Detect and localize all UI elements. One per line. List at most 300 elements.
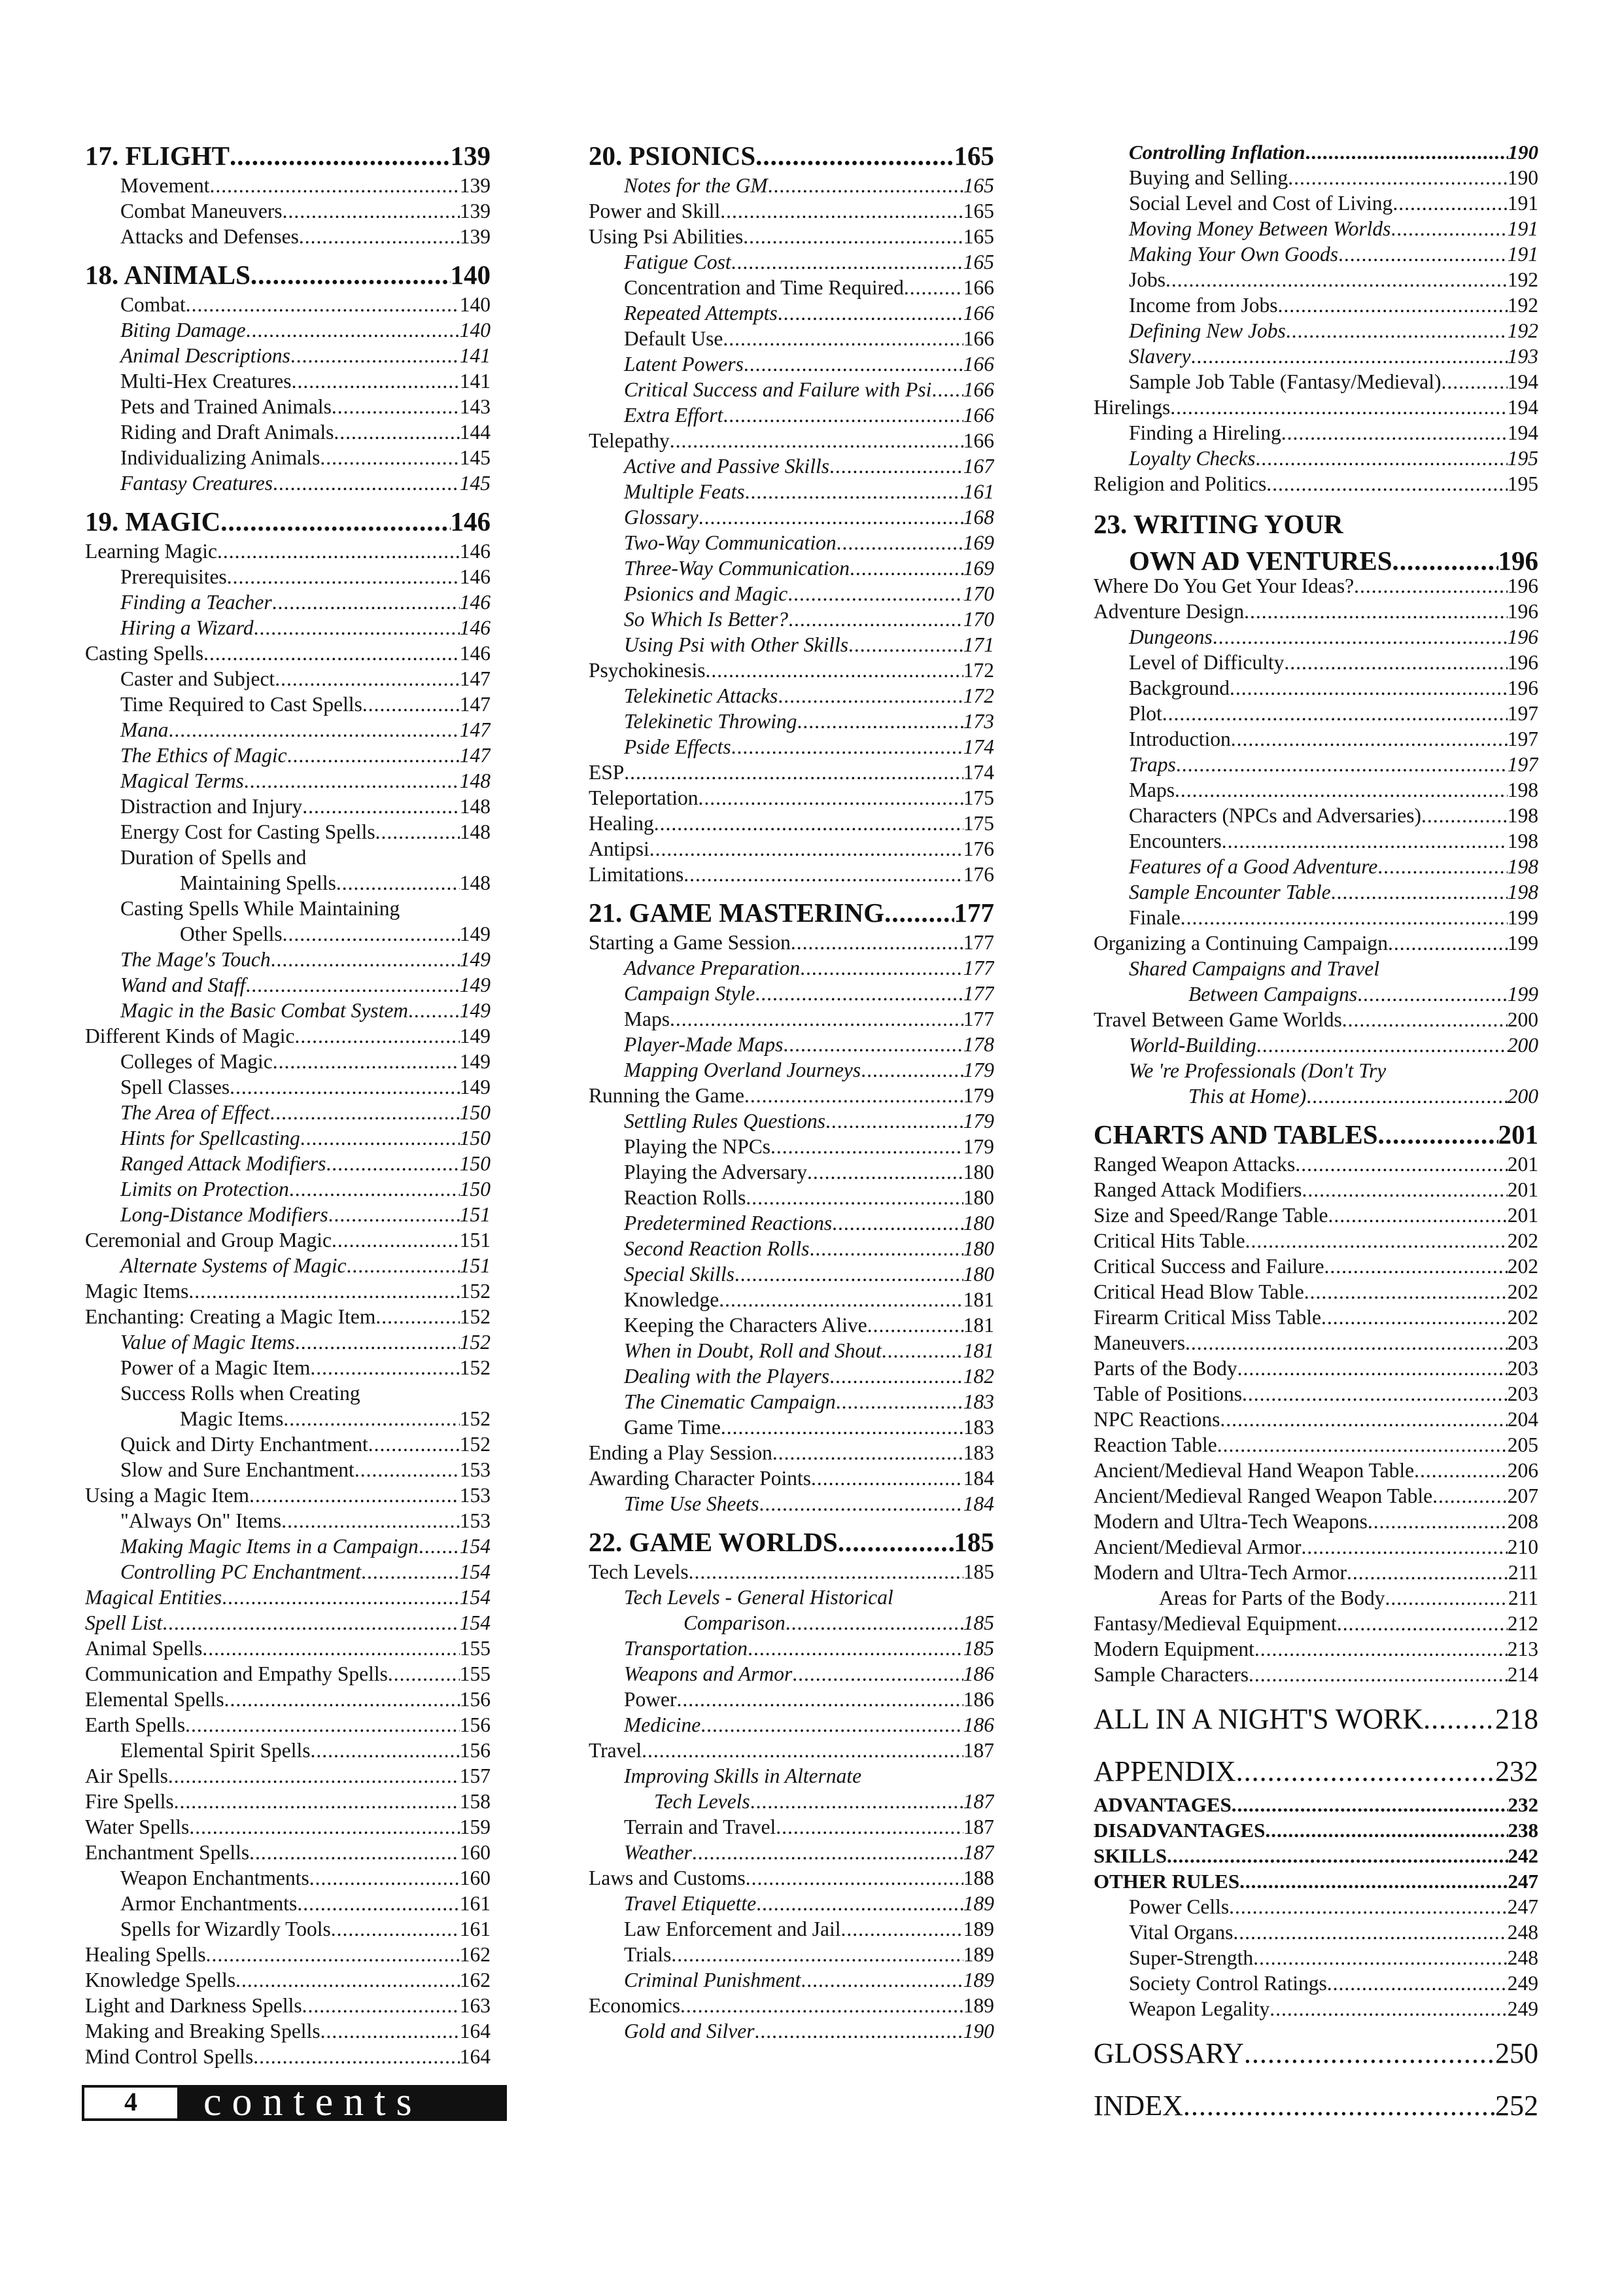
dot-leader bbox=[1166, 267, 1508, 292]
dot-leader bbox=[235, 1967, 460, 1993]
toc-column-2 bbox=[589, 139, 994, 2044]
toc-entry-title: Hirelings bbox=[1094, 396, 1171, 419]
toc-page-number: 189 bbox=[963, 1943, 994, 1966]
toc-entry-title: Knowledge Spells bbox=[85, 1969, 236, 1991]
toc-entry bbox=[589, 606, 994, 632]
toc-entry bbox=[85, 1278, 491, 1304]
toc-page-number: 207 bbox=[1507, 1484, 1538, 1507]
dot-leader bbox=[1220, 1407, 1507, 1432]
toc-entry-title: Telekinetic Attacks bbox=[624, 684, 778, 707]
toc-entry-title: Fatigue Cost bbox=[624, 251, 731, 273]
dot-leader bbox=[1213, 624, 1508, 650]
toc-entry bbox=[589, 955, 994, 981]
toc-entry-title: Dealing with the Players bbox=[624, 1365, 830, 1388]
dot-leader bbox=[302, 1993, 460, 2018]
toc-page-number: 150 bbox=[459, 1152, 491, 1175]
toc-page-number: 201 bbox=[1498, 1119, 1538, 1149]
toc-page-number: 196 bbox=[1507, 651, 1538, 674]
toc-page-number: 163 bbox=[459, 1994, 491, 2017]
toc-entry-title: Introduction bbox=[1129, 727, 1231, 750]
toc-page-number: 160 bbox=[459, 1841, 491, 1864]
toc-page-number: 212 bbox=[1507, 1612, 1538, 1635]
toc-entry-title: Knowledge bbox=[624, 1288, 719, 1311]
dot-leader bbox=[809, 1236, 963, 1261]
toc-entry bbox=[1094, 650, 1538, 675]
dot-leader bbox=[320, 445, 459, 470]
dot-leader bbox=[1432, 1483, 1508, 1509]
toc-entry-title: APPENDIX bbox=[1094, 1755, 1236, 1787]
toc-entry-title: Weapon Enchantments bbox=[120, 1866, 309, 1889]
toc-entry-title: Where Do You Get Your Ideas? bbox=[1094, 574, 1355, 597]
toc-page-number: 139 bbox=[459, 225, 491, 248]
dot-leader bbox=[829, 1363, 963, 1389]
toc-entry bbox=[85, 1840, 491, 1865]
dot-leader bbox=[162, 1610, 460, 1636]
toc-entry-title: Power and Skill bbox=[589, 200, 721, 222]
toc-entry bbox=[85, 666, 491, 692]
toc-entry bbox=[85, 589, 491, 615]
toc-entry bbox=[1094, 1330, 1538, 1356]
toc-entry-title: DISADVANTAGES bbox=[1094, 1819, 1266, 1842]
toc-entry bbox=[85, 921, 491, 947]
toc-entry bbox=[85, 2044, 491, 2069]
toc-entry bbox=[85, 1661, 491, 1687]
toc-entry bbox=[85, 1023, 491, 1049]
dot-leader bbox=[677, 1687, 963, 1712]
toc-entry bbox=[1094, 1083, 1538, 1109]
dot-leader bbox=[1185, 1330, 1508, 1356]
toc-page-number: 191 bbox=[1507, 217, 1538, 240]
toc-page-number: 171 bbox=[963, 633, 994, 656]
toc-page-number: 180 bbox=[963, 1212, 994, 1235]
toc-entry bbox=[589, 862, 994, 887]
toc-page-number: 203 bbox=[1507, 1357, 1538, 1380]
toc-entry bbox=[589, 1414, 994, 1440]
dot-leader bbox=[217, 538, 460, 564]
toc-entry bbox=[85, 615, 491, 640]
toc-entry bbox=[85, 1559, 491, 1585]
toc-entry bbox=[85, 692, 491, 717]
dot-leader bbox=[1295, 1151, 1507, 1177]
toc-page-number: 190 bbox=[963, 2020, 994, 2042]
dot-leader bbox=[283, 198, 460, 224]
dot-leader bbox=[746, 1185, 963, 1210]
toc-entry bbox=[85, 1074, 491, 1100]
toc-page-number: 170 bbox=[963, 608, 994, 631]
toc-entry-title: Slow and Sure Enchantment bbox=[120, 1458, 354, 1481]
toc-entry-title: Modern Equipment bbox=[1094, 1638, 1254, 1660]
dot-leader bbox=[1302, 1177, 1507, 1202]
toc-entry bbox=[1094, 1534, 1538, 1560]
toc-entry bbox=[589, 351, 994, 377]
toc-entry-title: Movement bbox=[120, 174, 210, 197]
toc-entry bbox=[85, 1125, 491, 1151]
toc-entry-title: Notes for the GM bbox=[624, 174, 768, 197]
toc-page-number: 213 bbox=[1507, 1638, 1538, 1660]
dot-leader bbox=[698, 785, 963, 811]
toc-entry bbox=[589, 1967, 994, 1993]
toc-entry-title: Hints for Spellcasting bbox=[120, 1127, 300, 1149]
toc-entry-title: Moving Money Between Worlds bbox=[1129, 217, 1391, 240]
dot-leader bbox=[230, 1074, 460, 1100]
toc-entry-title: Teleportation bbox=[589, 786, 699, 809]
toc-entry bbox=[1094, 879, 1538, 905]
toc-entry bbox=[85, 717, 491, 743]
toc-entry-title: The Cinematic Campaign bbox=[624, 1390, 836, 1413]
toc-entry-title: We 're Professionals (Don't Try bbox=[1129, 1059, 1387, 1082]
dot-leader bbox=[254, 615, 460, 640]
dot-leader bbox=[801, 1967, 963, 1993]
toc-entry-title: Magical Entities bbox=[85, 1586, 222, 1609]
toc-entry-title: Advance Preparation bbox=[624, 956, 801, 979]
toc-entry-title: Wand and Staff bbox=[120, 973, 246, 996]
toc-entry-title: Repeated Attempts bbox=[624, 302, 778, 324]
toc-entry-title: Controlling PC Enchantment bbox=[120, 1560, 362, 1583]
toc-page-number: 189 bbox=[963, 1892, 994, 1915]
dot-leader bbox=[300, 1125, 460, 1151]
dot-leader bbox=[188, 1278, 459, 1304]
toc-page-number: 174 bbox=[963, 735, 994, 758]
toc-entry-title: Ranged Attack Modifiers bbox=[1094, 1178, 1302, 1201]
dot-leader bbox=[756, 1891, 963, 1916]
toc-entry-title: The Ethics of Magic bbox=[120, 744, 287, 767]
toc-page-number: 198 bbox=[1507, 804, 1538, 827]
toc-entry bbox=[85, 1202, 491, 1227]
toc-entry-title: So Which Is Better? bbox=[624, 608, 789, 631]
toc-page-number: 175 bbox=[963, 786, 994, 809]
dot-leader bbox=[792, 1661, 963, 1687]
toc-page-number: 187 bbox=[963, 1815, 994, 1838]
toc-page-number: 232 bbox=[1508, 1793, 1538, 1816]
toc-page-number: 146 bbox=[459, 565, 491, 588]
toc-page-number: 218 bbox=[1495, 1703, 1538, 1735]
toc-page-number: 196 bbox=[1507, 600, 1538, 623]
toc-page-number: 247 bbox=[1508, 1870, 1538, 1893]
toc-page-number: 190 bbox=[1507, 166, 1538, 189]
dot-leader bbox=[202, 1636, 459, 1661]
toc-entry-title: Keeping the Characters Alive bbox=[624, 1314, 867, 1337]
toc-page-number: 147 bbox=[459, 718, 491, 741]
dot-leader bbox=[269, 1100, 459, 1125]
toc-entry bbox=[85, 819, 491, 845]
dot-leader bbox=[720, 198, 963, 224]
toc-entry bbox=[85, 1329, 491, 1355]
toc-entry bbox=[85, 317, 491, 343]
dot-leader bbox=[1256, 1032, 1508, 1058]
dot-leader bbox=[772, 1440, 963, 1465]
toc-entry bbox=[1094, 981, 1538, 1007]
toc-entry-title: Starting a Game Session bbox=[589, 931, 791, 954]
toc-entry bbox=[1094, 1483, 1538, 1509]
dot-leader bbox=[1321, 1305, 1508, 1330]
dot-leader bbox=[1338, 241, 1508, 267]
toc-page-number: 165 bbox=[954, 141, 994, 171]
toc-entry-title: Vital Organs bbox=[1129, 1921, 1234, 1944]
dot-leader bbox=[671, 1942, 963, 1967]
toc-entry bbox=[589, 1159, 994, 1185]
toc-entry-title: Ancient/Medieval Armor bbox=[1094, 1535, 1302, 1558]
toc-page-number: 152 bbox=[459, 1280, 491, 1303]
dot-leader bbox=[748, 1636, 963, 1661]
dot-leader bbox=[251, 258, 451, 292]
toc-entry-title: Background bbox=[1129, 676, 1230, 699]
dot-leader bbox=[1222, 828, 1508, 854]
toc-entry bbox=[589, 1236, 994, 1261]
dot-leader bbox=[838, 1526, 954, 1559]
toc-page-number: 201 bbox=[1507, 1153, 1538, 1176]
dot-leader bbox=[700, 1712, 963, 1738]
toc-page-number: 238 bbox=[1508, 1819, 1538, 1842]
toc-entry-title: Air Spells bbox=[85, 1764, 168, 1787]
toc-entry-title: Plot bbox=[1129, 702, 1162, 725]
toc-entry-title: Combat bbox=[120, 293, 186, 316]
toc-entry-title: Critical Hits Table bbox=[1094, 1229, 1245, 1252]
toc-entry-title: Success Rolls when Creating bbox=[120, 1382, 360, 1405]
toc-entry bbox=[1094, 2033, 1538, 2074]
toc-entry-title: Elemental Spirit Spells bbox=[120, 1739, 311, 1762]
toc-entry-text bbox=[85, 896, 491, 921]
toc-entry bbox=[85, 1253, 491, 1278]
toc-page-number: 250 bbox=[1495, 2037, 1538, 2069]
toc-page-number: 181 bbox=[963, 1288, 994, 1311]
toc-entry-title: Buying and Selling bbox=[1129, 166, 1288, 189]
dot-leader bbox=[375, 1304, 459, 1329]
toc-entry-title: 22. GAME WORLDS bbox=[589, 1527, 838, 1557]
toc-entry-title: Jobs bbox=[1129, 268, 1166, 291]
toc-entry-title: ESP bbox=[589, 761, 625, 784]
dot-leader bbox=[297, 1891, 459, 1916]
dot-leader bbox=[1378, 1118, 1498, 1151]
toc-entry-title: Attacks and Defenses bbox=[120, 225, 299, 248]
dot-leader bbox=[800, 955, 963, 981]
dot-leader bbox=[841, 1916, 963, 1942]
toc-entry bbox=[85, 470, 491, 496]
toc-entry-title: Mapping Overland Journeys bbox=[624, 1059, 861, 1081]
toc-page-number: 196 bbox=[1498, 549, 1538, 573]
toc-page-number: 158 bbox=[459, 1790, 491, 1813]
toc-entry bbox=[589, 300, 994, 326]
dot-leader bbox=[1392, 549, 1498, 573]
toc-page-number: 162 bbox=[459, 1969, 491, 1991]
dot-leader bbox=[253, 2044, 459, 2069]
toc-entry bbox=[589, 1610, 994, 1636]
toc-entry bbox=[1094, 446, 1538, 471]
toc-page-number: 166 bbox=[963, 378, 994, 401]
toc-page-number: 199 bbox=[1507, 983, 1538, 1006]
toc-entry bbox=[1094, 1032, 1538, 1058]
dot-leader bbox=[768, 173, 963, 198]
toc-entry-title: Comparison bbox=[683, 1611, 786, 1634]
toc-page-number: 180 bbox=[963, 1161, 994, 1183]
toc-entry bbox=[1094, 1817, 1538, 1843]
dot-leader bbox=[1288, 165, 1508, 190]
toc-page-number: 164 bbox=[459, 2045, 491, 2068]
toc-entry-title: Dungeons bbox=[1129, 625, 1213, 648]
toc-entry-title: Psychokinesis bbox=[589, 659, 706, 682]
toc-entry bbox=[1094, 1253, 1538, 1279]
toc-entry-title: Medicine bbox=[624, 1713, 701, 1736]
dot-leader bbox=[186, 292, 460, 317]
toc-entry-title: Duration of Spells and bbox=[120, 846, 307, 869]
toc-page-number: 183 bbox=[963, 1390, 994, 1413]
toc-entry-title: Weather bbox=[624, 1841, 692, 1864]
dot-leader bbox=[332, 394, 460, 419]
toc-entry-title: Casting Spells bbox=[85, 642, 204, 665]
toc-entry bbox=[85, 1100, 491, 1125]
dot-leader bbox=[670, 428, 963, 453]
dot-leader bbox=[1414, 1458, 1508, 1483]
toc-page-number: 208 bbox=[1507, 1510, 1538, 1533]
toc-entry-title: Mana bbox=[120, 718, 169, 741]
toc-entry bbox=[1094, 573, 1538, 599]
toc-entry bbox=[85, 1993, 491, 2018]
toc-entry bbox=[85, 368, 491, 394]
toc-page-number: 201 bbox=[1507, 1204, 1538, 1227]
section-label: contents bbox=[180, 2085, 507, 2121]
toc-entry bbox=[1094, 752, 1538, 777]
toc-page-number: 194 bbox=[1507, 421, 1538, 444]
toc-entry bbox=[589, 555, 994, 581]
toc-page-number: 153 bbox=[459, 1458, 491, 1481]
dot-leader bbox=[719, 1287, 963, 1312]
toc-page-number: 199 bbox=[1507, 906, 1538, 929]
dot-leader bbox=[334, 419, 459, 445]
toc-entry-title: Making Magic Items in a Campaign bbox=[120, 1535, 419, 1558]
dot-leader bbox=[1286, 318, 1508, 343]
dot-leader bbox=[1266, 471, 1508, 497]
dot-leader bbox=[244, 768, 460, 794]
toc-page-number: 139 bbox=[450, 141, 491, 171]
toc-page-number: 198 bbox=[1507, 830, 1538, 852]
toc-entry bbox=[85, 1814, 491, 1840]
toc-page-number: 179 bbox=[963, 1084, 994, 1107]
toc-entry bbox=[85, 1712, 491, 1738]
dot-leader bbox=[249, 1840, 460, 1865]
dot-leader bbox=[786, 1610, 963, 1636]
toc-entry-title: Multi-Hex Creatures bbox=[120, 370, 292, 393]
toc-entry-title: Combat Maneuvers bbox=[120, 200, 283, 222]
toc-entry bbox=[1094, 1381, 1538, 1407]
dot-leader bbox=[624, 760, 963, 785]
toc-entry-title: Animal Spells bbox=[85, 1637, 203, 1660]
toc-entry-title: Trials bbox=[624, 1943, 672, 1966]
toc-entry-title: Quick and Dirty Enchantment bbox=[120, 1433, 368, 1456]
dot-leader bbox=[770, 1134, 963, 1159]
dot-leader bbox=[731, 734, 963, 760]
toc-entry bbox=[85, 139, 491, 173]
toc-page-number: 140 bbox=[450, 260, 491, 290]
toc-entry bbox=[589, 760, 994, 785]
toc-entry bbox=[85, 538, 491, 564]
toc-entry-text bbox=[589, 1585, 994, 1610]
toc-entry-title: Travel Etiquette bbox=[624, 1892, 757, 1915]
dot-leader bbox=[744, 1083, 963, 1108]
toc-page-number: 186 bbox=[963, 1662, 994, 1685]
toc-entry bbox=[1094, 394, 1538, 420]
toc-page-number: 151 bbox=[459, 1254, 491, 1277]
toc-entry-title: Travel Between Game Worlds bbox=[1094, 1008, 1342, 1031]
toc-entry-title: Prerequisites bbox=[120, 565, 227, 588]
toc-entry bbox=[589, 1287, 994, 1312]
dot-leader bbox=[778, 683, 963, 709]
toc-entry-title: Time Required to Cast Spells bbox=[120, 693, 362, 716]
toc-entry-text bbox=[85, 845, 491, 870]
toc-entry bbox=[1094, 1585, 1538, 1611]
page-footer bbox=[82, 2080, 507, 2124]
dot-leader bbox=[1244, 2033, 1495, 2074]
toc-entry-title: Elemental Spells bbox=[85, 1688, 224, 1711]
toc-entry bbox=[1094, 1458, 1538, 1483]
toc-entry bbox=[589, 2018, 994, 2044]
dot-leader bbox=[825, 1108, 963, 1134]
toc-page-number: 166 bbox=[963, 302, 994, 324]
dot-leader bbox=[1284, 650, 1507, 675]
toc-entry bbox=[85, 394, 491, 419]
dot-leader bbox=[1162, 701, 1508, 726]
toc-entry-title: Power bbox=[624, 1688, 677, 1711]
toc-entry bbox=[589, 683, 994, 709]
toc-entry-title: Limitations bbox=[589, 863, 684, 886]
toc-entry-title: Finding a Hireling bbox=[1129, 421, 1281, 444]
toc-entry bbox=[1094, 1611, 1538, 1636]
toc-page-number: 164 bbox=[459, 2020, 491, 2042]
toc-entry-title: Table of Positions bbox=[1094, 1382, 1243, 1405]
toc-page-number: 177 bbox=[963, 931, 994, 954]
toc-entry bbox=[589, 1057, 994, 1083]
toc-entry bbox=[1094, 1305, 1538, 1330]
toc-entry-title: Critical Success and Failure with Psi bbox=[624, 378, 932, 401]
toc-page-number: 159 bbox=[459, 1815, 491, 1838]
toc-page-number: 167 bbox=[963, 455, 994, 478]
toc-entry bbox=[589, 1185, 994, 1210]
toc-entry-title: Organizing a Continuing Campaign bbox=[1094, 932, 1388, 955]
toc-entry-title: 19. MAGIC bbox=[85, 506, 221, 536]
dot-leader bbox=[1357, 981, 1508, 1007]
toc-entry-title: Playing the Adversary bbox=[624, 1161, 807, 1183]
toc-page-number: 160 bbox=[459, 1866, 491, 1889]
dot-leader bbox=[224, 1687, 460, 1712]
dot-leader bbox=[336, 870, 460, 896]
toc-entry-title: Active and Passive Skills bbox=[624, 455, 830, 478]
toc-entry bbox=[1094, 1509, 1538, 1534]
toc-page-number: 148 bbox=[459, 871, 491, 894]
dot-leader bbox=[692, 1840, 963, 1865]
toc-page-number: 197 bbox=[1507, 727, 1538, 750]
dot-leader bbox=[734, 1261, 963, 1287]
toc-entry bbox=[1094, 675, 1538, 701]
toc-entry bbox=[85, 1865, 491, 1891]
toc-page-number: 149 bbox=[459, 999, 491, 1022]
toc-page-number: 232 bbox=[1495, 1755, 1538, 1787]
toc-entry bbox=[589, 139, 994, 173]
toc-entry bbox=[1094, 726, 1538, 752]
toc-page-number: 170 bbox=[963, 582, 994, 605]
toc-entry bbox=[85, 1610, 491, 1636]
dot-leader bbox=[230, 139, 451, 173]
toc-entry bbox=[589, 1687, 994, 1712]
toc-page-number: 152 bbox=[459, 1356, 491, 1379]
dot-leader bbox=[220, 505, 450, 538]
toc-entry bbox=[1094, 1945, 1538, 1971]
toc-page-number: 146 bbox=[459, 616, 491, 639]
toc-entry bbox=[589, 198, 994, 224]
toc-entry bbox=[1094, 292, 1538, 318]
dot-leader bbox=[649, 836, 963, 862]
toc-entry-text bbox=[1094, 956, 1538, 981]
toc-page-number: 165 bbox=[963, 251, 994, 273]
toc-page-number: 194 bbox=[1507, 370, 1538, 393]
toc-page-number: 149 bbox=[459, 1076, 491, 1098]
